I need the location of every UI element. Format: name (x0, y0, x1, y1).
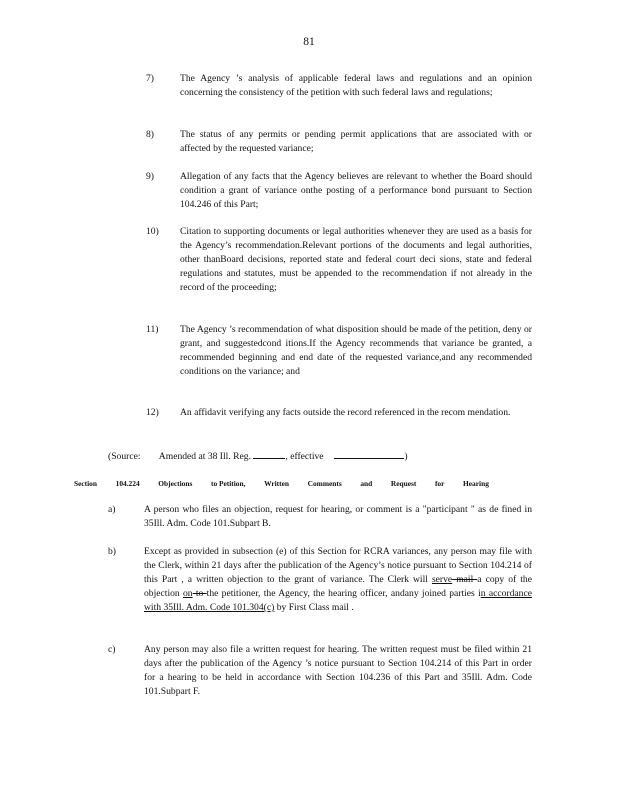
source-amended: Amended at 38 Ill. Reg. (158, 451, 251, 462)
item-number: 10) (146, 226, 159, 237)
inserted-text: on (183, 588, 193, 599)
deleted-text: mail (452, 574, 478, 585)
date-blank (334, 448, 404, 459)
item-number: 11) (146, 324, 159, 335)
source-close: ) (404, 451, 408, 462)
heading-word: to Petition, (210, 479, 246, 488)
heading-word: Comments (307, 479, 342, 488)
heading-word: Hearing (463, 479, 489, 488)
subsection-letter: b) (108, 546, 116, 557)
text-run: a copy of the objection (144, 574, 532, 599)
item-text: Citation to supporting documents or legal authorities whenever they are used as a basis for the Agency’s recommendation.Relevant portions of the documents and legal authorities, other thanBoard decisions, reported state and federal court deci sions, state and federal regulations and statutes, must be appended to the recommendation if not already in the record of the proceeding; (180, 226, 532, 293)
page-number: 81 (303, 36, 315, 48)
source-effective: , effective (285, 451, 324, 462)
heading-word: Request (390, 479, 417, 488)
item-text: The status of any permits or pending permit applications that are associated with or affected by the requested variance; (180, 129, 532, 154)
item-number: 9) (146, 171, 154, 182)
section-heading (74, 479, 489, 488)
source-note (108, 448, 408, 462)
text-run: by First Class mail . (274, 602, 354, 613)
inserted-text: serve (431, 574, 453, 585)
item-number: 12) (146, 407, 159, 418)
subsection-text (144, 545, 532, 615)
heading-word: Written (264, 479, 289, 488)
subsection-letter: c) (108, 644, 116, 655)
source-prefix: (Source: (108, 451, 141, 462)
heading-word: 104.224 (115, 479, 140, 488)
text-run: Except as provided in subsection (e) of this Section for RCRA variances, any person may file with the Clerk, within 21 days after the publication of the Agency’s notice pursuant to Section 104.214 of this Part , a written objection to the grant of variance. The Clerk will (144, 546, 532, 585)
heading-word: and (360, 479, 373, 488)
item-number: 7) (146, 73, 154, 84)
subsection-letter: a) (108, 504, 116, 515)
inserted-text: n accordance with 35Ill. Adm. Code 101.304(c) (144, 588, 532, 613)
text-run: the petitioner, the Agency, the hearing officer, andany joined parties i (206, 588, 481, 599)
heading-word: Objections (158, 479, 193, 488)
subsection-text: Any person may also file a written request for hearing. The written request must be filed within 21 days after the publication of the Agency ’s notice pursuant to Section 104.214 of this Part in order for a hearing to be held in accordance with Section 104.236 of this Part and 35Ill. Adm. Code 101.Subpart F. (144, 644, 532, 697)
reg-blank (253, 448, 285, 459)
subsection-text: A person who files an objection, request for hearing, or comment is a "participant " as de fined in 35Ill. Adm. Code 101.Subpart B. (144, 504, 532, 529)
item-number: 8) (146, 129, 154, 140)
item-text: Allegation of any facts that the Agency believes are relevant to whether the Board should condition a grant of variance onthe posting of a performance bond pursuant to Section 104.246 of this Part; (180, 171, 532, 210)
item-text: The Agency ’s recommendation of what disposition should be made of the petition, deny or grant, and suggestedcond itions.If the Agency recommends that variance be granted, a recommended beginning and end date of the requested variance,and any recommended conditions on the variance; and (180, 324, 532, 377)
item-text: The Agency ’s analysis of applicable federal laws and regulations and an opinion concerning the consistency of the petition with such federal laws and regulations; (180, 73, 532, 98)
heading-word: Section (74, 479, 97, 488)
deleted-text: to (192, 588, 207, 599)
item-text: An affidavit verifying any facts outside the record referenced in the recom mendation. (180, 407, 511, 418)
heading-word: for (434, 479, 445, 488)
